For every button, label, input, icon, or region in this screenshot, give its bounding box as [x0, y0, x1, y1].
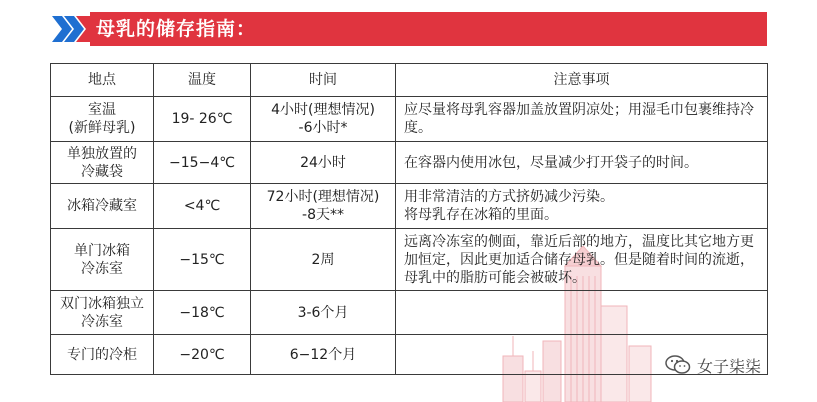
column-header-notes: 注意事项	[396, 64, 768, 97]
temperature-cell: −20℃	[154, 335, 251, 375]
temperature-cell: −15−4℃	[154, 142, 251, 184]
chevron-double-icon	[50, 12, 90, 46]
wechat-icon	[665, 354, 691, 376]
notes-cell: 远离冷冻室的侧面，靠近后部的地方，温度比其它地方更加恒定，因此更加适合储存母乳。但是随着时间的流逝，母乳中的脂肪可能会被破坏。	[396, 229, 768, 291]
location-cell: 室温 (新鲜母乳)	[51, 97, 154, 142]
notes-cell: 用非常清洁的方式挤奶减少污染。 将母乳存在冰箱的里面。	[396, 184, 768, 229]
notes-cell: 在容器内使用冰包，尽量减少打开袋子的时间。	[396, 142, 768, 184]
time-cell: 6−12个月	[251, 335, 396, 375]
time-cell: 72小时(理想情况) -8天**	[251, 184, 396, 229]
notes-cell	[396, 291, 768, 335]
table-row	[51, 142, 768, 184]
time-cell: 24小时	[251, 142, 396, 184]
temperature-cell: 19- 26℃	[154, 97, 251, 142]
temperature-cell: −18℃	[154, 291, 251, 335]
location-cell: 冰箱冷藏室	[51, 184, 154, 229]
storage-guide-table	[50, 63, 768, 375]
column-header-location: 地点	[51, 64, 154, 97]
temperature-cell: <4℃	[154, 184, 251, 229]
time-cell: 4小时(理想情况) -6小时*	[251, 97, 396, 142]
location-cell: 专门的冷柜	[51, 335, 154, 375]
watermark-account: 女子柒柒	[697, 356, 762, 376]
notes-cell: 应尽量将母乳容器加盖放置阴凉处；用湿毛巾包裹维持冷度。	[396, 97, 768, 142]
table-row	[51, 335, 768, 375]
location-cell: 双门冰箱独立 冷冻室	[51, 291, 154, 335]
location-cell: 单门冰箱 冷冻室	[51, 229, 154, 291]
temperature-cell: −15℃	[154, 229, 251, 291]
table-row	[51, 291, 768, 335]
location-cell: 单独放置的 冷藏袋	[51, 142, 154, 184]
time-cell: 2周	[251, 229, 396, 291]
table-row	[51, 229, 768, 291]
table-row	[51, 97, 768, 142]
column-header-temperature: 温度	[154, 64, 251, 97]
time-cell: 3-6个月	[251, 291, 396, 335]
watermark	[665, 352, 761, 378]
column-header-time: 时间	[251, 64, 396, 97]
table-row	[51, 184, 768, 229]
table-header-row	[51, 64, 768, 97]
page-title: 母乳的储存指南：	[96, 18, 257, 40]
